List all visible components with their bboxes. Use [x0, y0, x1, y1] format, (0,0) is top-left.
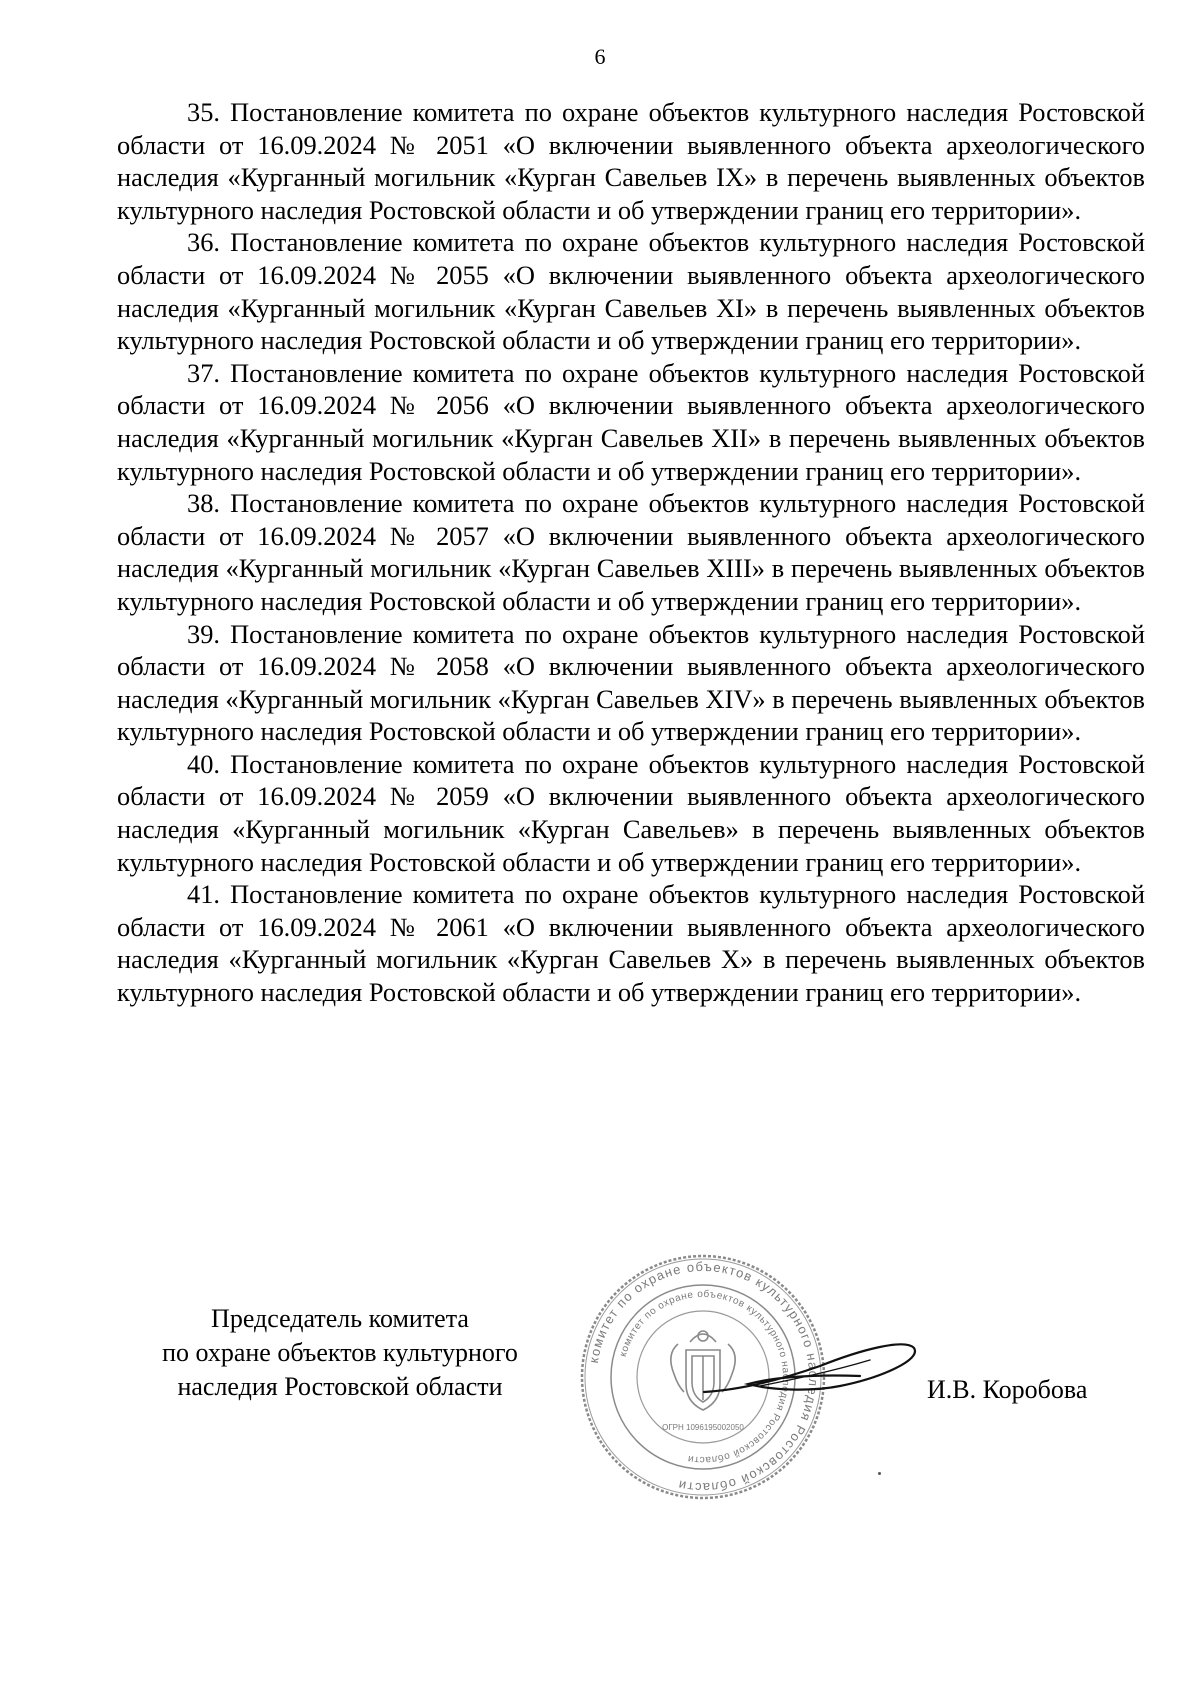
seal-inner-text: комитет по охране объектов культурного наследия Ростовской области — [617, 1288, 792, 1466]
seal-outer-text: комитет по охране объектов культурного наследия Ростовской области — [585, 1258, 822, 1496]
list-item: 35. Постановление комитета по охране объектов культурного наследия Ростовской области от 16.09.2024 № 2051 «О включении выявленного объекта археологического наследия «Курганный могильник «Курган Савельев IX» в перечень выявленных объектов культурного наследия Ростовской области и об утверждении границ его территории». — [117, 97, 1145, 225]
signer-name: И.В. Коробова — [927, 1375, 1088, 1404]
list-item: 37. Постановление комитета по охране объектов культурного наследия Ростовской области от 16.09.2024 № 2056 «О включении выявленного объекта археологического наследия «Курганный могильник «Курган Савельев XII» в перечень выявленных объектов культурного наследия Ростовской области и об утверждении границ его территории». — [117, 357, 1145, 486]
signer-title — [120, 1302, 560, 1404]
signer-title-line: наследия Ростовской области — [177, 1372, 503, 1401]
list-item: 39. Постановление комитета по охране объектов культурного наследия Ростовской области от 16.09.2024 № 2058 «О включении выявленного объекта археологического наследия «Курганный могильник «Курган Савельев XIV» в перечень выявленных объектов культурного наследия Ростовской области и об утверждении границ его территории». — [117, 618, 1145, 747]
page-number: 6 — [594, 44, 606, 69]
list-item: 41. Постановление комитета по охране объектов культурного наследия Ростовской области от 16.09.2024 № 2061 «О включении выявленного объекта археологического наследия «Курганный могильник «Курган Савельев X» в перечень выявленных объектов культурного наследия Ростовской области и об утверждении границ его территории». — [117, 879, 1145, 1008]
signer-title-line: по охране объектов культурного — [162, 1338, 518, 1367]
seal-code: ОГРН 1096195002050 — [662, 1423, 744, 1432]
handwritten-signature — [700, 1320, 920, 1420]
list-item: 36. Постановление комитета по охране объектов культурного наследия Ростовской области от 16.09.2024 № 2055 «О включении выявленного объекта археологического наследия «Курганный могильник «Курган Савельев XI» в перечень выявленных объектов культурного наследия Ростовской области и об утверждении границ его территории». — [117, 227, 1145, 356]
list-item: 38. Постановление комитета по охране объектов культурного наследия Ростовской области от 16.09.2024 № 2057 «О включении выявленного объекта археологического наследия «Курганный могильник «Курган Савельев XIII» в перечень выявленных объектов культурного наследия Ростовской области и об утверждении границ его территории». — [117, 488, 1145, 616]
signer-title-line: Председатель комитета — [211, 1304, 469, 1333]
scan-speck — [878, 1472, 881, 1475]
list-item: 40. Постановление комитета по охране объектов культурного наследия Ростовской области от 16.09.2024 № 2059 «О включении выявленного объекта археологического наследия «Курганный могильник «Курган Савельев» в перечень выявленных объектов культурного наследия Ростовской области и об утверждении границ его территории». — [117, 748, 1145, 877]
document-body — [117, 96, 1145, 1009]
